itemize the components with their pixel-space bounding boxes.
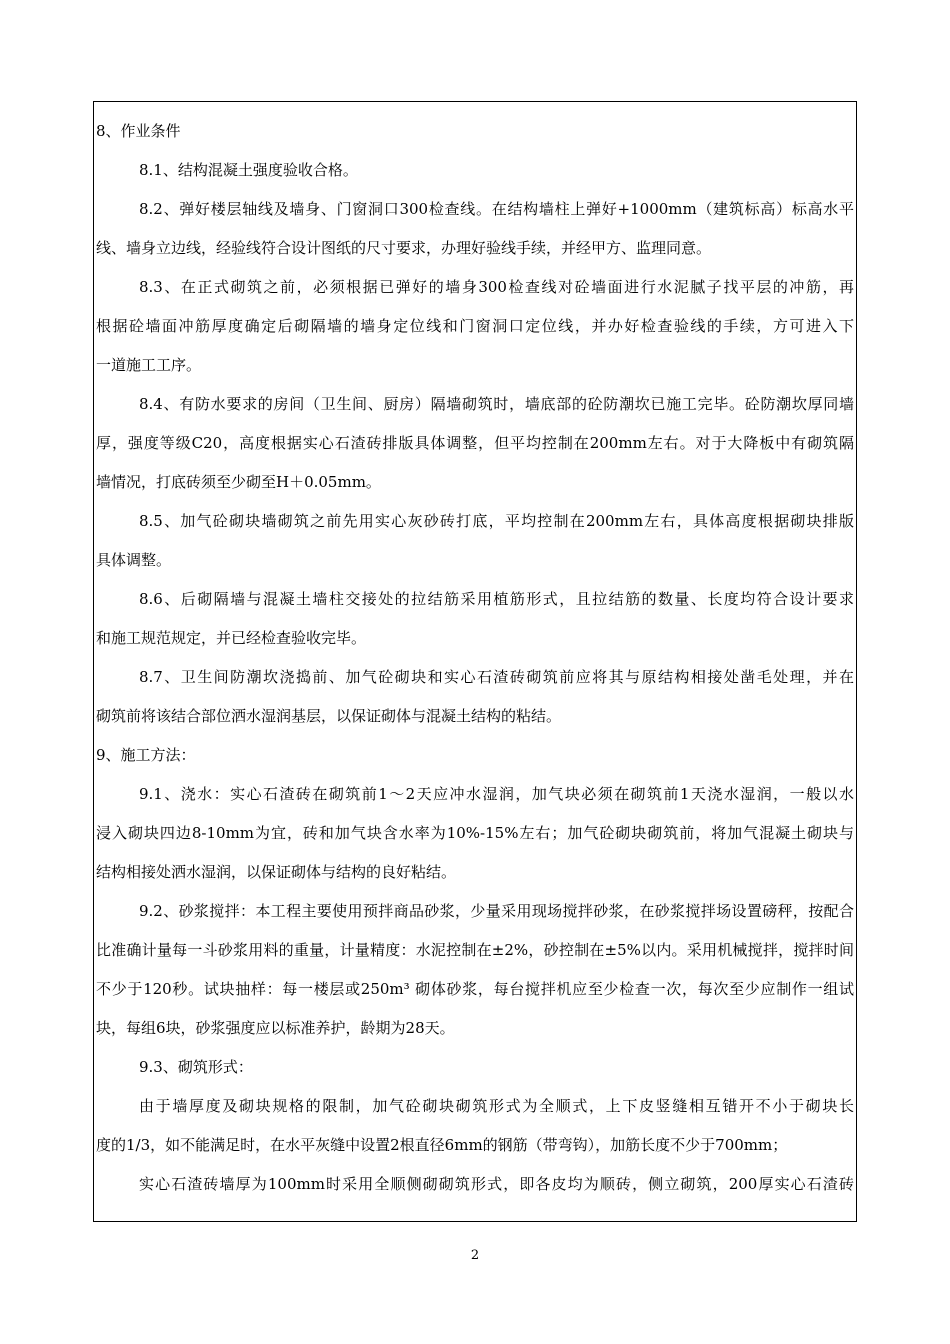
text-line: 9.1、浇水：实心石渣砖在砌筑前1～2天应冲水湿润，加气块必须在砌筑前1天浇水湿润，一般以水: [139, 785, 854, 803]
text-line: 比准确计量每一斗砂浆用料的重量，计量精度：水泥控制在±2%，砂控制在±5%以内。采用机械搅拌，搅拌时间: [96, 941, 854, 959]
text-line: 8.4、有防水要求的房间（卫生间、厨房）隔墙砌筑时，墙底部的砼防潮坎已施工完毕。砼防潮坎厚同墙: [139, 395, 854, 413]
text-line: 浸入砌块四边8-10mm为宜，砖和加气块含水率为10%-15%左右；加气砼砌块砌筑前，将加气混凝土砌块与: [96, 824, 854, 842]
text-line: 8.6、后砌隔墙与混凝土墙柱交接处的拉结筋采用植筋形式，且拉结筋的数量、长度均符合设计要求: [139, 590, 854, 608]
text-line: 9、施工方法：: [96, 746, 196, 764]
text-line: 8、作业条件: [96, 122, 181, 140]
text-line: 结构相接处洒水湿润，以保证砌体与结构的良好粘结。: [96, 863, 457, 881]
text-line: 实心石渣砖墙厚为100mm时采用全顺侧砌砌筑形式，即各皮均为顺砖，侧立砌筑，200厚实心石渣砖: [139, 1175, 854, 1193]
text-line: 厚，强度等级C20，高度根据实心石渣砖排版具体调整，但平均控制在200mm左右。对于大降板中有砌筑隔: [96, 434, 854, 452]
document-frame: [93, 101, 857, 1222]
page-number: 2: [470, 1248, 480, 1263]
text-line: 8.5、加气砼砌块墙砌筑之前先用实心灰砂砖打底，平均控制在200mm左右，具体高度根据砌块排版: [139, 512, 854, 530]
document-body: [96, 112, 854, 1204]
text-line: 和施工规范规定，并已经检查验收完毕。: [96, 629, 367, 647]
text-line: 8.1、结构混凝土强度验收合格。: [139, 161, 358, 179]
text-line: 墙情况，打底砖须至少砌至H＋0.05mm。: [96, 473, 381, 491]
text-line: 9.3、砌筑形式：: [139, 1058, 253, 1076]
text-line: 不少于120秒。试块抽样：每一楼层或250m³ 砌体砂浆，每台搅拌机应至少检查一次，每次至少应制作一组试: [96, 980, 854, 998]
text-line: 根据砼墙面冲筋厚度确定后砌隔墙的墙身定位线和门窗洞口定位线，并办好检查验线的手续，方可进入下: [96, 317, 854, 335]
text-line: 块，每组6块，砂浆强度应以标准养护，龄期为28天。: [96, 1019, 455, 1037]
text-line: 8.2、弹好楼层轴线及墙身、门窗洞口300检查线。在结构墙柱上弹好+1000mm（建筑标高）标高水平: [139, 200, 854, 218]
text-line: 一道施工工序。: [96, 356, 202, 374]
text-line: 8.3、在正式砌筑之前，必须根据已弹好的墙身300检查线对砼墙面进行水泥腻子找平层的冲筋，再: [139, 278, 854, 296]
text-line: 线、墙身立边线，经验线符合设计图纸的尺寸要求，办理好验线手续，并经甲方、监理同意。: [96, 239, 712, 257]
text-line: 具体调整。: [96, 551, 172, 569]
text-line: 8.7、卫生间防潮坎浇捣前、加气砼砌块和实心石渣砖砌筑前应将其与原结构相接处凿毛处理，并在: [139, 668, 854, 686]
text-line: 度的1/3，如不能满足时，在水平灰缝中设置2根直径6mm的钢筋（带弯钩），加筋长度不少于700mm；: [96, 1136, 788, 1154]
text-line: 砌筑前将该结合部位洒水湿润基层，以保证砌体与混凝土结构的粘结。: [96, 707, 562, 725]
text-line: 9.2、砂浆搅拌：本工程主要使用预拌商品砂浆，少量采用现场搅拌砂浆，在砂浆搅拌场设置磅秤，按配合: [139, 902, 854, 920]
text-line: 由于墙厚度及砌块规格的限制，加气砼砌块砌筑形式为全顺式，上下皮竖缝相互错开不小于砌块长: [139, 1097, 854, 1115]
